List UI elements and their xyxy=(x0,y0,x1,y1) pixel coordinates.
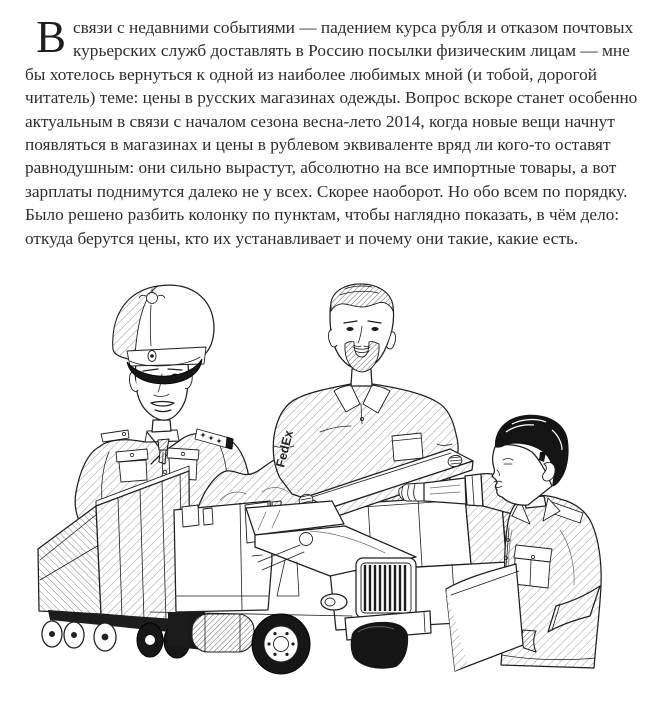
illustration-svg xyxy=(0,262,672,701)
article-text xyxy=(25,12,650,250)
fedex-logo-text: FedEx xyxy=(273,428,296,469)
truck-grille xyxy=(356,558,416,618)
illustration-figure xyxy=(0,262,672,701)
drop-cap: В xyxy=(36,12,67,62)
article-paragraph: связи с недавними событиями — падением курса рубля и отказом почтовых курьерских служб доставлять в Россию посылки физическим лицам — мне бы хотелось вернуться к одной из наиболее любимых мной (и тобой, дорогой читатель) теме: цены в русских магазинах одежды. Вопрос вскоре станет особенно актуальным в связи с началом сезона весна-лето 2014, когда новые вещи начнут появляться в магазинах и цены в рублевом эквиваленте вряд ли кого-то оставят равнодушным: они сильно вырастут, абсолютно на все импортные товары, а вот зарплаты поднимутся далеко не у всех. Скорее наоборот. Но обо всем по порядку. Было решено разбить колонку по пунктам, чтобы наглядно показать, в чём дело: откуда берутся цены, кто их устанавливает и почему они такие, какие есть. xyxy=(25,18,638,248)
truck-front-wheel xyxy=(252,614,310,674)
